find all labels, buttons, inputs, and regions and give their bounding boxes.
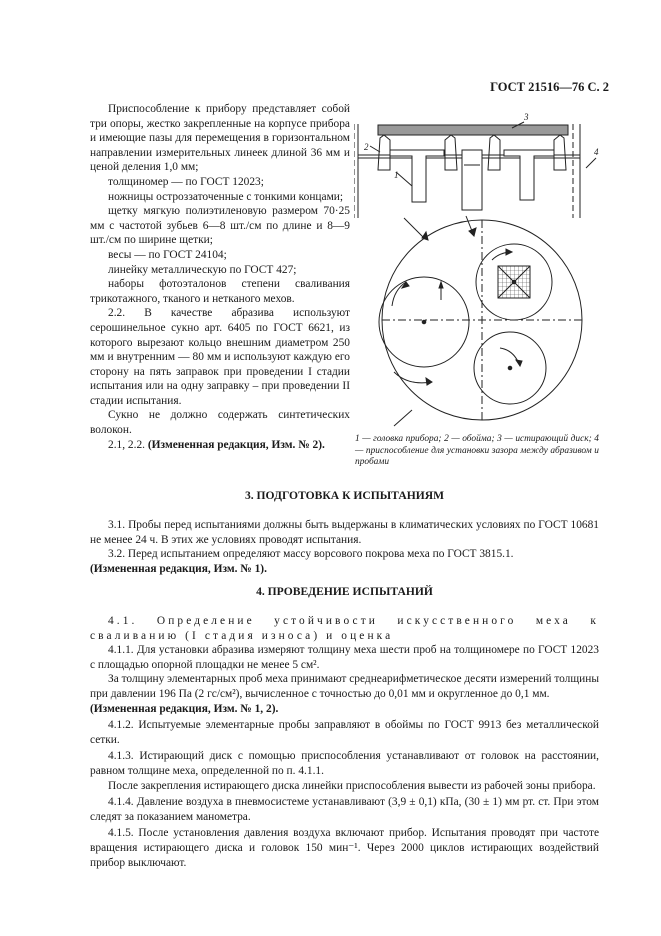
paragraph: наборы фотоэталонов степени сваливания трикотажного, тканого и нетканого мехов. <box>90 278 350 305</box>
paragraph: щетку мягкую полиэтиленовую размером 70·25 мм с частотой зубьев 6—8 шт./см по длине и 8—9 шт./см по ширине щетки; <box>90 205 350 247</box>
paragraph-4-1-1: 4.1.1. Для установки абразива измеряют толщину меха шести проб на толщиномере по ГОСТ 12023 с площадью опорной площадки не менее 5 см². <box>90 644 599 671</box>
left-column-text <box>90 102 350 452</box>
section-3-title: 3. ПОДГОТОВКА К ИСПЫТАНИЯМ <box>244 489 445 502</box>
amendment-note: 2.1, 2.2. (Измененная редакция, Изм. № 2). <box>108 438 325 451</box>
amendment-note: (Измененная редакция, Изм. № 1, 2). <box>90 702 279 715</box>
paragraph: весы — по ГОСТ 24104; <box>108 248 227 261</box>
label-4: 4 <box>594 147 599 157</box>
paragraph: толщиномер — по ГОСТ 12023; <box>108 175 264 188</box>
section-4-body <box>90 614 599 870</box>
label-1: 1 <box>394 170 399 180</box>
page-header: ГОСТ 21516—76 С. 2 <box>490 80 609 94</box>
paragraph: Сукно не должно содержать синтетических волокон. <box>90 409 350 437</box>
paragraph: За толщину элементарных проб меха принимают среднеарифметическое десяти измерений толщины при давлении 196 Па (2 гс/см²), вычисленное с точностью до 0,01 мм и округленное до 0,1 мм. <box>90 673 599 700</box>
paragraph-4-1-4: 4.1.4. Давление воздуха в пневмосистеме устанавливают (3,9 ± 0,1) кПа, (30 ± 1) мм рт. ст. При этом следят за показанием манометра. <box>90 796 599 823</box>
paragraph: линейку металлическую по ГОСТ 427; <box>108 263 297 276</box>
paragraph-4-1-3: 4.1.3. Истирающий диск с помощью приспособления устанавливают от головок на расстоянии, равном толщине меха, определенной по п. 4.1.1. <box>90 750 599 777</box>
figure-caption: 1 — головка прибора; 2 — обойма; 3 — истирающий диск; 4 — приспособление для установки зазора между абразивом и пробами <box>355 434 599 468</box>
amendment-note: (Измененная редакция, Изм. № 1). <box>90 562 267 575</box>
section-3-body <box>90 518 599 576</box>
paragraph-4-1: 4.1. Определение устойчивости искусственного меха к сваливанию (I стадия износа) и оценка <box>90 615 599 642</box>
label-2: 2 <box>364 142 369 152</box>
label-3: 3 <box>524 112 529 122</box>
paragraph-3-2: 3.2. Перед испытанием определяют массу ворсового покрова меха по ГОСТ 3815.1. <box>108 548 514 561</box>
paragraph: После закрепления истирающего диска линейки приспособления вывести из рабочей зоны прибора. <box>108 779 596 792</box>
paragraph: ножницы остроззаточенные с тонкими концами; <box>108 190 344 203</box>
paragraph-4-1-5: 4.1.5. После установления давления воздуха включают прибор. Испытания проводят при частоте вращения истирающего диска и головок 150 мин⁻¹. Через 2000 циклов истирающих воздействий прибор выключают. <box>90 827 599 869</box>
paragraph: Приспособление к прибору представляет собой три опоры, жестко закрепленные на корпусе прибора и имеющие пазы для перемещения в горизонтальном направлении измерительных линеек длиной 36 мм и ценой деления 1,0 мм; <box>90 103 350 174</box>
paragraph-4-1-2: 4.1.2. Испытуемые элементарные пробы заправляют в обоймы по ГОСТ 9913 без металлической сетки. <box>90 719 599 746</box>
paragraph-3-1: 3.1. Пробы перед испытаниями должны быть выдержаны в климатических условиях по ГОСТ 10681 не менее 24 ч. В этих же условиях проводят испытания. <box>90 519 599 546</box>
paragraph-2-2: 2.2. В качестве абразива используют серошинельное сукно арт. 6405 по ГОСТ 6621, из которого вырезают кольцо внешним диаметром 250 мм и внутренним — 80 мм и используют каждую его сторону на пять заправок при проведении I стадии испытания или на одну заправку – при проведении II стадии испытания. <box>90 307 350 407</box>
section-4-title: 4. ПРОВЕДЕНИЕ ИСПЫТАНИЙ <box>256 585 433 598</box>
device-diagram <box>354 110 606 430</box>
